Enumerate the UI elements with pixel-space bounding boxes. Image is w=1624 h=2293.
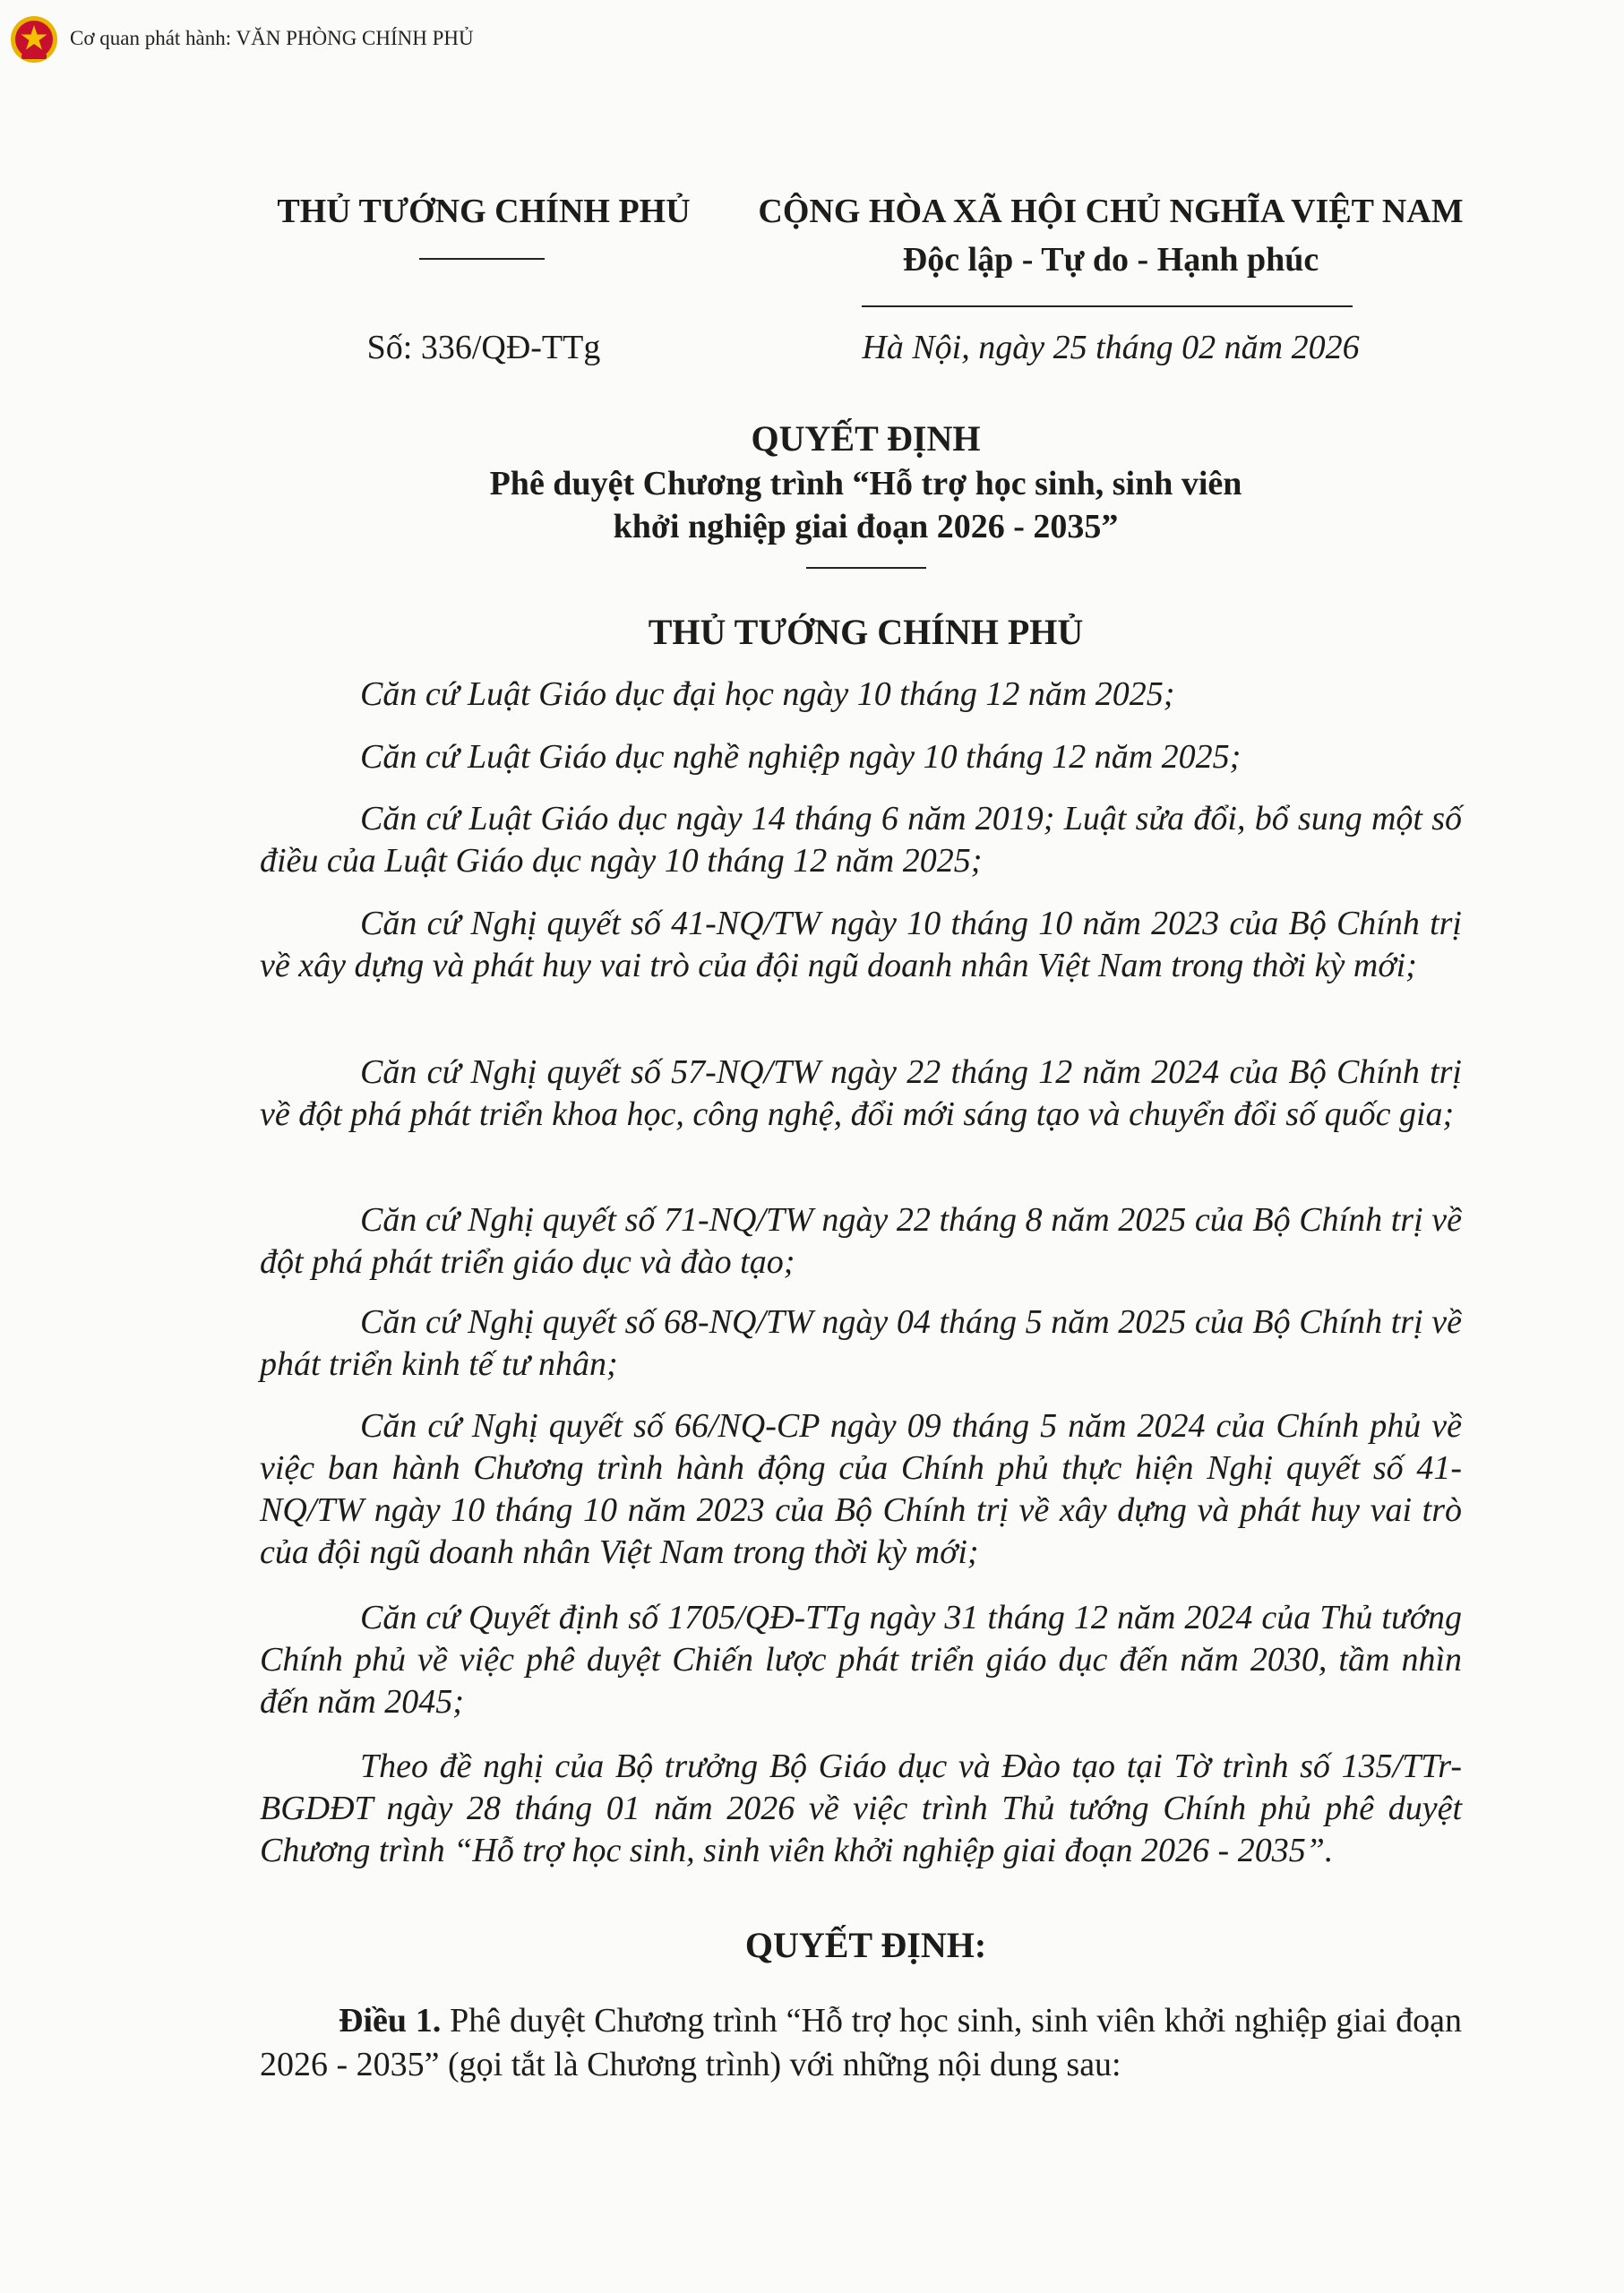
article-1 (260, 1999, 1462, 2087)
national-emblem-icon (9, 14, 59, 64)
legal-basis-4: Căn cứ Nghị quyết số 41-NQ/TW ngày 10 tháng 10 năm 2023 của Bộ Chính trị về xây dựng và phát huy vai trò của đội ngũ doanh nhân Việt Nam trong thời kỳ mới; (260, 905, 1462, 984)
document-subject-line-2: khởi nghiệp giai đoạn 2026 - 2035” (613, 508, 1119, 545)
place-and-date: Hà Nội, ngày 25 tháng 02 năm 2026 (862, 329, 1360, 366)
legal-basis-9: Căn cứ Quyết định số 1705/QĐ-TTg ngày 31 tháng 12 năm 2024 của Thủ tướng Chính phủ về việc phê duyệt Chiến lược phát triển giáo dục đến năm 2030, tầm nhìn đến năm 2045; (260, 1599, 1462, 1721)
decision-heading: QUYẾT ĐỊNH: (744, 1925, 987, 1965)
legal-basis-7: Căn cứ Nghị quyết số 68-NQ/TW ngày 04 tháng 5 năm 2025 của Bộ Chính trị về phát triển kinh tế tư nhân; (260, 1303, 1462, 1383)
legal-basis-1: Căn cứ Luật Giáo dục đại học ngày 10 tháng 12 năm 2025; (360, 675, 1175, 713)
legal-basis-2: Căn cứ Luật Giáo dục nghề nghiệp ngày 10 tháng 12 năm 2025; (360, 738, 1242, 776)
document-subject-line-1: Phê duyệt Chương trình “Hỗ trợ học sinh, sinh viên (489, 465, 1242, 502)
agency-underline (419, 258, 545, 260)
article-1-label: Điều 1. (339, 2002, 442, 2040)
legal-basis-5: Căn cứ Nghị quyết số 57-NQ/TW ngày 22 tháng 12 năm 2024 của Bộ Chính trị về đột phá phát triển khoa học, công nghệ, đổi mới sáng tạo và chuyển đổi số quốc gia; (260, 1053, 1462, 1133)
legal-basis-3: Căn cứ Luật Giáo dục ngày 14 tháng 6 năm 2019; Luật sửa đổi, bổ sung một số điều của Luật Giáo dục ngày 10 tháng 12 năm 2025; (260, 800, 1462, 880)
title-underline (806, 567, 926, 569)
issuer-stamp: Cơ quan phát hành: VĂN PHÒNG CHÍNH PHỦ (70, 27, 474, 49)
document-number: Số: 336/QĐ-TTg (366, 329, 601, 366)
legal-basis-8: Căn cứ Nghị quyết số 66/NQ-CP ngày 09 tháng 5 năm 2024 của Chính phủ về việc ban hành Chương trình hành động của Chính phủ thực hiện Nghị quyết số 41-NQ/TW ngày 10 tháng 10 năm 2023 của Bộ Chính trị về xây dựng và phát huy vai trò của đội ngũ doanh nhân Việt Nam trong thời kỳ mới; (260, 1407, 1462, 1571)
national-motto: Độc lập - Tự do - Hạnh phúc (902, 241, 1319, 279)
issuing-authority-heading: THỦ TƯỚNG CHÍNH PHỦ (648, 612, 1084, 652)
document-title: QUYẾT ĐỊNH (751, 418, 981, 459)
issuing-agency: THỦ TƯỚNG CHÍNH PHỦ (277, 193, 691, 230)
legal-basis-10: Theo đề nghị của Bộ trưởng Bộ Giáo dục và Đào tạo tại Tờ trình số 135/TTr-BGDĐT ngày 28 tháng 01 năm 2026 về việc trình Thủ tướng Chính phủ phê duyệt Chương trình “Hỗ trợ học sinh, sinh viên khởi nghiệp giai đoạn 2026 - 2035”. (260, 1748, 1462, 1869)
country-name: CỘNG HÒA XÃ HỘI CHỦ NGHĨA VIỆT NAM (758, 193, 1464, 230)
article-1-text: Phê duyệt Chương trình “Hỗ trợ học sinh, sinh viên khởi nghiệp giai đoạn 2026 - 2035” (gọi tắt là Chương trình) với những nội dung sau: (260, 2002, 1463, 2083)
legal-basis-6: Căn cứ Nghị quyết số 71-NQ/TW ngày 22 tháng 8 năm 2025 của Bộ Chính trị về đột phá phát triển giáo dục và đào tạo; (260, 1201, 1462, 1281)
motto-underline (862, 305, 1353, 307)
